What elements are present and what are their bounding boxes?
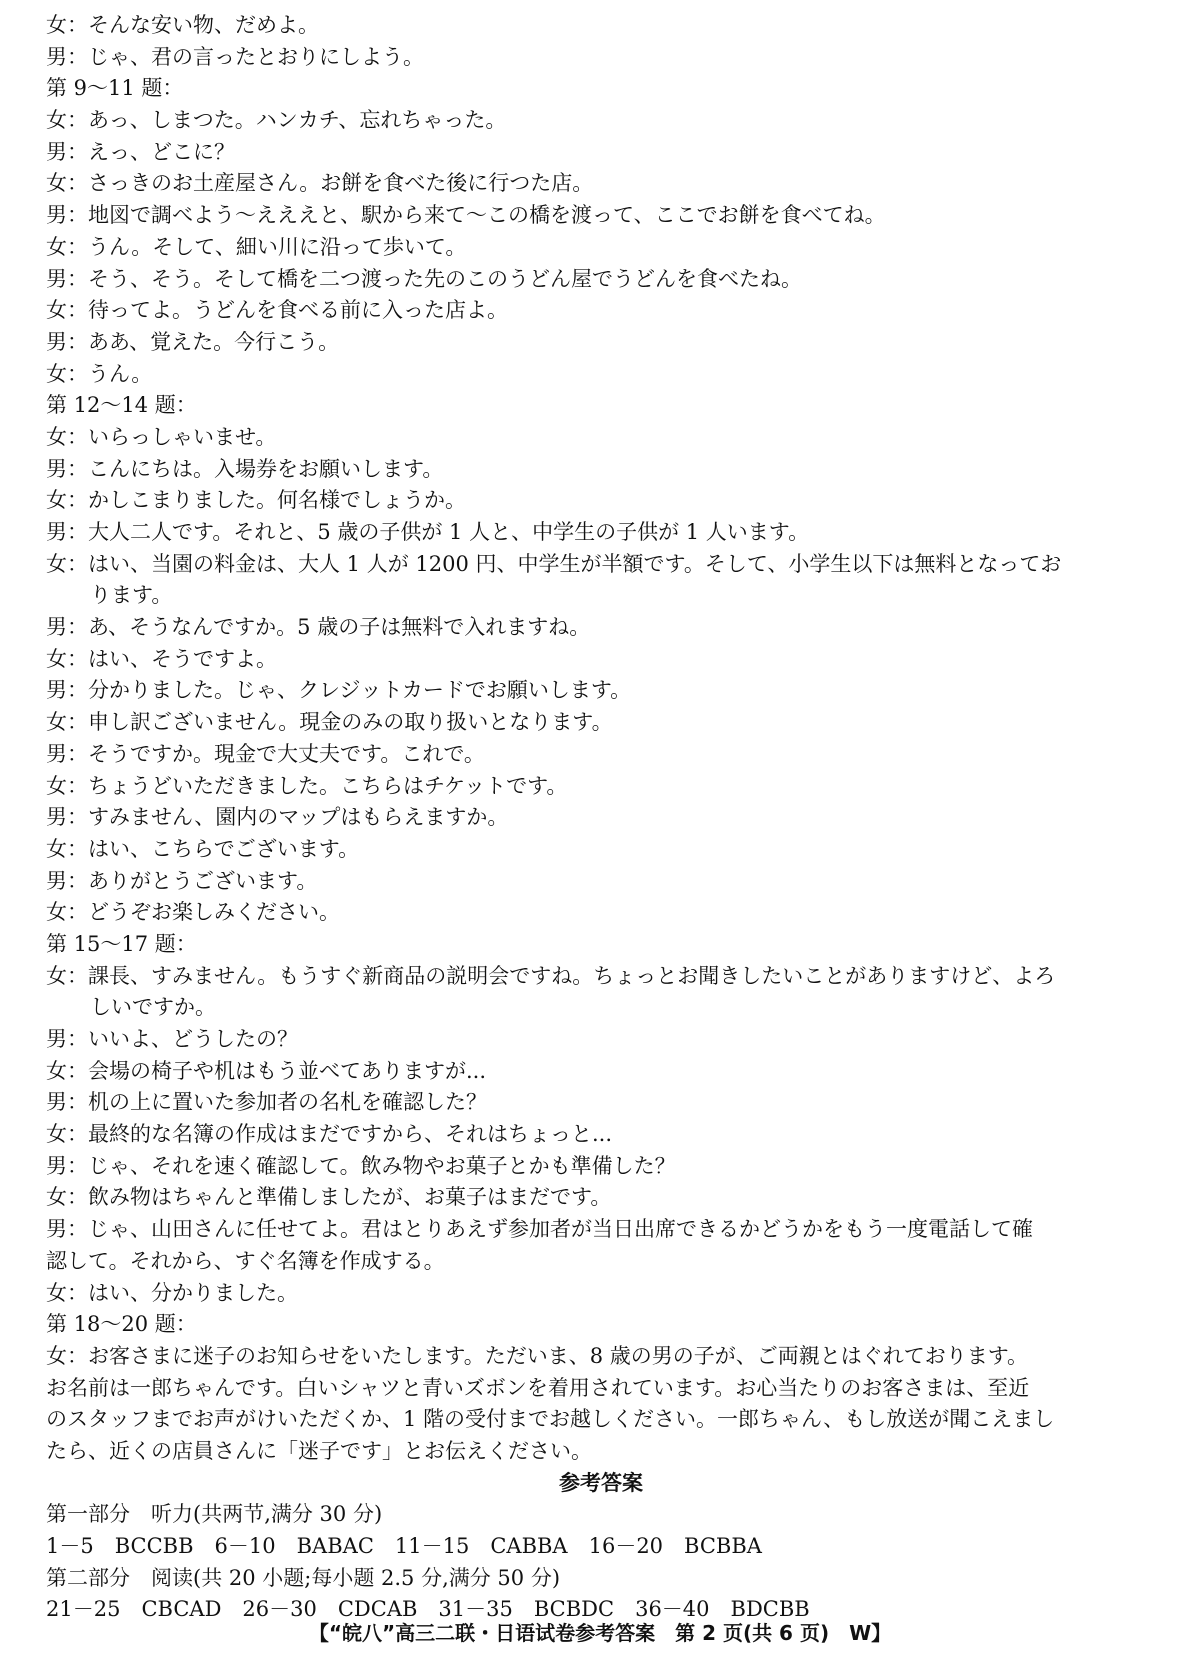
dialogue-line: 女：かしこまりました。何名様でしょうか。 [46, 488, 466, 513]
dialogue-line: お名前は一郎ちゃんです。白いシャツと青いズボンを着用されています。お心当たりのお客さまは、至近 [46, 1375, 1030, 1400]
answers-heading: 参考答案 [559, 1470, 643, 1495]
dialogue-line: 女：ちょうどいただきました。こちらはチケットです。 [46, 773, 568, 798]
dialogue-line: 男：すみません、園内のマップはもらえますか。 [46, 805, 509, 830]
dialogue-line: 女：待ってよ。うどんを食べる前に入った店よ。 [46, 298, 508, 323]
section-heading: 第 15～17 题： [46, 931, 197, 956]
dialogue-line: 女：そんな安い物、だめよ。 [46, 13, 319, 37]
dialogue-line: のスタッフまでお声がけいただくか、1 階の受付までお越しください。一郎ちゃん、もし放送が聞こえまし [46, 1407, 1055, 1432]
dialogue-line: 女：会場の椅子や机はもう並べてありますが... [46, 1058, 487, 1083]
answer-line: 1－5 BCCBB 6－10 BABAC 11－15 CABBA 16－20 BCBBA [46, 1534, 762, 1558]
dialogue-line: 女：飲み物はちゃんと準備しましたが、お菓子はまだです。 [46, 1185, 612, 1210]
dialogue-line: 女：課長、すみません。もうすぐ新商品の説明会ですね。ちょっとお聞きしたいことがありますけど、よろ [46, 963, 1056, 988]
dialogue-line: 男：じゃ、山田さんに任せてよ。君はとりあえず参加者が当日出席できるかどうかをもう一度電話して確 [46, 1217, 1033, 1242]
dialogue-line: しいですか。 [90, 995, 216, 1020]
dialogue-line: 女：最終的な名簿の作成はまだですから、それはちょっと... [46, 1122, 613, 1147]
section-heading: 第 18～20 题： [46, 1312, 197, 1337]
dialogue-line: 女：うん。そして、細い川に沿って歩いて。 [46, 234, 467, 259]
dialogue-line: 女：あっ、しまつた。ハンカチ、忘れちゃった。 [46, 108, 507, 133]
dialogue-line: 男：あ、そうなんですか。5 歳の子は無料で入れますね。 [46, 615, 591, 640]
dialogue-line: 女：はい、そうですよ。 [46, 646, 277, 671]
dialogue-line: 男：じゃ、それを速く確認して。飲み物やお菓子とかも準備した？ [46, 1153, 676, 1178]
page-footer: 【“皖八”高三二联・日语试卷参考答案 第 2 页(共 6 页) W】 [308, 1621, 892, 1645]
dialogue-line: 男：じゃ、君の言ったとおりにしよう。 [46, 44, 424, 69]
dialogue-line: 女：はい、分かりました。 [46, 1280, 298, 1305]
dialogue-line: 男：そうですか。現金で大丈夫です。これで。 [46, 741, 485, 766]
dialogue-line: 男：分かりました。じゃ、クレジットカードでお願いします。 [46, 678, 632, 703]
answer-line: 21－25 CBCAD 26－30 CDCAB 31－35 BCBDC 36－40 BDCBB [46, 1597, 810, 1622]
dialogue-line: 女：はい、こちらでございます。 [46, 836, 360, 861]
dialogue-line: 男：地図で調べよう～えええと、駅から来て～この橋を渡って、ここでお餅を食べてね。 [46, 203, 886, 228]
dialogue-line: 女：うん。 [46, 361, 153, 386]
section-heading: 第 12～14 题： [46, 393, 197, 418]
dialogue-line: たら、近くの店員さんに「迷子です」とお伝えください。 [46, 1438, 592, 1463]
dialogue-line: 男：机の上に置いた参加者の名札を確認した？ [46, 1090, 487, 1115]
dialogue-line: 男：大人二人です。それと、5 歳の子供が 1 人と、中学生の子供が 1 人います。 [46, 520, 810, 544]
dialogue-line: 男：そう、そう。そして橋を二つ渡った先のこのうどん屋でうどんを食べたね。 [46, 266, 802, 291]
dialogue-line: 男：えっ、どこに？ [46, 139, 235, 164]
dialogue-line: 女：いらっしゃいませ。 [46, 424, 277, 449]
dialogue-line: 男：ああ、覚えた。今行こう。 [46, 329, 340, 354]
dialogue-line: 男：こんにちは。入場券をお願いします。 [46, 456, 444, 481]
dialogue-line: 女：はい、当園の料金は、大人 1 人が 1200 円、中学生が半額です。そして、小学生以下は無料となってお [46, 551, 1062, 576]
dialogue-line: 女：さっきのお土産屋さん。お餅を食べた後に行つた店。 [46, 171, 594, 196]
dialogue-line: 女：お客さまに迷子のお知らせをいたします。ただいま、8 歳の男の子が、ご両親とはぐれております。 [46, 1343, 1029, 1368]
dialogue-line: 女：どうぞお楽しみください。 [46, 900, 340, 925]
dialogue-line: 認して。それから、すぐ名簿を作成する。 [46, 1248, 445, 1273]
answer-line: 第一部分 听力(共两节,满分 30 分) [46, 1502, 383, 1527]
dialogue-line: 女：申し訳ございません。現金のみの取り扱いとなります。 [46, 710, 613, 735]
section-heading: 第 9～11 题： [46, 76, 184, 101]
answer-line: 第二部分 阅读(共 20 小题;每小题 2.5 分,满分 50 分) [46, 1565, 561, 1590]
document-body [46, 10, 1156, 1626]
dialogue-line: 男：いいよ、どうしたの？ [46, 1027, 298, 1051]
dialogue-line: 男：ありがとうございます。 [46, 868, 318, 893]
dialogue-line: ります。 [90, 583, 173, 608]
